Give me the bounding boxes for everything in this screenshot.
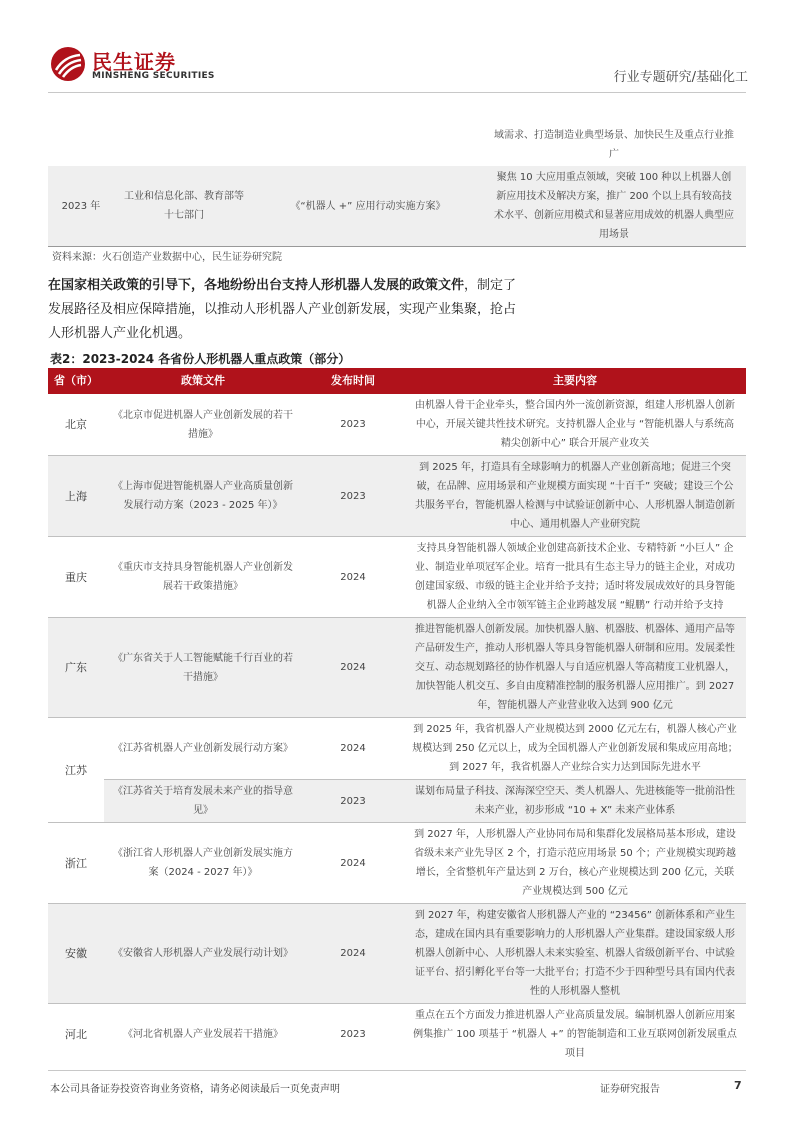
table-row: [48, 456, 746, 537]
cell-content: 推进智能机器人创新发展。加快机器人脑、机器肢、机器体、通用产品等产品研发生产，推动人形机器人等具身智能机器人研制和应用。发展柔性交互、动态规划路径的协作机器人与自适应机器人等高精度工业机器人，加快智能人机交互、多自由度精准控制的服务机器人应用推广。到 2027 年，智能机器人产业营业收入达到 900 亿元: [404, 618, 746, 718]
source-note: 资料来源：火石创造产业数据中心，民生证券研究院: [52, 252, 282, 263]
cell-content: 到 2027 年，人形机器人产业协同布局和集群化发展格局基本形成，建设省级未来产业先导区 2 个，打造示范应用场景 50 个；产业规模实现跨越增长，全省整机年产量达到 2 万台，核心产业规模达到 200 亿元，关联产业规模达到 500 亿元: [404, 823, 746, 904]
cell-province: 江苏: [48, 718, 104, 823]
provincial-policy-table: [48, 368, 746, 1065]
cell-year: 2024: [302, 823, 404, 904]
table-row: [48, 1004, 746, 1066]
table-row: [48, 618, 746, 718]
paragraph-bold-lead: 在国家相关政策的引导下，各地纷纷出台支持人形机器人发展的政策文件: [48, 278, 465, 293]
cell-year: 2023: [302, 394, 404, 456]
table-row: [48, 904, 746, 1004]
header-release-year: 发布时间: [302, 368, 404, 394]
page-number: 7: [734, 1079, 742, 1092]
cell-content: 重点在五个方面发力推进机器人产业高质量发展。编制机器人创新应用案例集推广 100 项基于 “机器人 +” 的智能制造和工业互联网创新发展重点项目: [413, 1010, 737, 1059]
brand-name-en: MINSHENG SECURITIES: [92, 71, 215, 81]
table-cell-dept: 工业和信息化部、教育部等十七部门: [114, 166, 254, 247]
table-row: [48, 394, 746, 456]
table-cell-content: 聚焦 10 大应用重点领域，突破 100 种以上机器人创新应用技术及解决方案，推广 200 个以上具有较高技术水平、创新应用模式和显著应用成效的机器人典型应用场景: [482, 166, 746, 247]
header-divider: [48, 92, 746, 93]
table-row: [48, 166, 746, 247]
cell-doc: 《河北省机器人产业发展若干措施》: [123, 1029, 283, 1040]
cell-doc: 《安徽省人形机器人产业发展行动计划》: [104, 904, 302, 1004]
cell-province: 重庆: [48, 537, 104, 618]
cell-year: 2023: [302, 780, 404, 823]
cell-content: 到 2025 年，打造具有全球影响力的机器人产业创新高地；促进三个突破，在品牌、应用场景和产业规模方面实现 “十百千” 突破；建设三个公共服务平台，智能机器人检测与中试验证创新中心、人形机器人制造创新中心、通用机器人产业研究院: [404, 456, 746, 537]
table-row: [48, 537, 746, 618]
minsheng-logo-icon: [50, 46, 86, 82]
header-main-content: 主要内容: [404, 368, 746, 394]
cell-province: 广东: [48, 618, 104, 718]
cell-year: 2023: [340, 1029, 366, 1040]
cell-year: 2024: [302, 618, 404, 718]
cell-content: 谋划布局量子科技、深海深空空天、类人机器人、先进核能等一批前沿性未来产业，初步形成 “10 + X” 未来产业体系: [404, 780, 746, 823]
cell-doc: 《江苏省关于培育发展未来产业的指导意见》: [104, 780, 302, 823]
table-cell-content: 域需求、打造制造业典型场景、加快民生及重点行业推广: [482, 124, 746, 166]
cell-year: 2023: [302, 456, 404, 537]
cell-province: 北京: [48, 394, 104, 456]
cell-province: 浙江: [48, 823, 104, 904]
cell-year: 2024: [302, 904, 404, 1004]
cell-content: 由机器人骨干企业牵头，整合国内外一流创新资源，组建人形机器人创新中心，开展关键共性技术研究。支持机器人企业与 “智能机器人与系统高精尖创新中心” 联合开展产业攻关: [404, 394, 746, 456]
body-paragraph: [48, 274, 526, 346]
cell-province: 上海: [48, 456, 104, 537]
cell-content: 到 2027 年，构建安徽省人形机器人产业的 “23456” 创新体系和产业生态，建成在国内具有重要影响力的人形机器人产业集群。建设国家级人形机器人创新中心、人形机器人未来实验室、机器人省级创新平台、中试验证平台、招引孵化平台等一大批平台；打造不少于四种型号具有国内代表性的人形机器人整机: [404, 904, 746, 1004]
paragraph-text: ，制定了发展路径及相应保障措施，以推动人形机器人产业创新发展，实现产业集聚，抢占人形机器人产业化机遇。: [48, 278, 517, 341]
report-category: 行业专题研究/基础化工: [613, 70, 748, 85]
footer-report-type: 证券研究报告: [600, 1084, 660, 1095]
footer-disclaimer: 本公司具备证券投资咨询业务资格，请务必阅读最后一页免责声明: [50, 1084, 340, 1095]
cell-province: 河北: [65, 1028, 87, 1041]
cell-doc: 《广东省关于人工智能赋能千行百业的若干措施》: [104, 618, 302, 718]
cell-doc: 《浙江省人形机器人产业创新发展实施方案（2024 - 2027 年）》: [104, 823, 302, 904]
table-row: [48, 823, 746, 904]
header-policy-doc: 政策文件: [104, 368, 302, 394]
cell-province: 安徽: [48, 904, 104, 1004]
table-title: 表2：2023-2024 各省份人形机器人重点政策（部分）: [50, 352, 351, 366]
cell-content: 支持具身智能机器人领域企业创建高新技术企业、专精特新 “小巨人” 企业、制造业单项冠军企业。培育一批具有生态主导力的链主企业，对成功创建国家级、市级的链主企业并给予支持；适时将发展成效好的具身智能机器人企业纳入全市领军链主企业跨越发展 “鲲鹏” 行动并给予支持: [404, 537, 746, 618]
cell-year: 2024: [302, 718, 404, 780]
table-cell-doc: 《“机器人 +” 应用行动实施方案》: [254, 166, 482, 247]
cell-doc: 《上海市促进智能机器人产业高质量创新发展行动方案（2023 - 2025 年）》: [104, 456, 302, 537]
cell-year: 2024: [302, 537, 404, 618]
page-header: [0, 0, 794, 100]
header-province: 省（市）: [48, 368, 104, 394]
table-row: [48, 124, 746, 166]
cell-doc: 《江苏省机器人产业创新发展行动方案》: [104, 718, 302, 780]
table-header-row: [48, 368, 746, 394]
footer-divider: [48, 1070, 746, 1071]
cell-doc: 《北京市促进机器人产业创新发展的若干措施》: [104, 394, 302, 456]
table-row: [48, 780, 746, 823]
policy-table-continued: [48, 124, 746, 247]
cell-content: 到 2025 年，我省机器人产业规模达到 2000 亿元左右，机器人核心产业规模达到 250 亿元以上，成为全国机器人产业创新发展和集成应用高地；到 2027 年，我省机器人产业综合实力达到国际先进水平: [404, 718, 746, 780]
brand-name-cn: 民生证券: [92, 50, 176, 74]
table-cell-year: 2023 年: [48, 166, 114, 247]
cell-doc: 《重庆市支持具身智能机器人产业创新发展若干政策措施》: [104, 537, 302, 618]
table-row: [48, 718, 746, 780]
